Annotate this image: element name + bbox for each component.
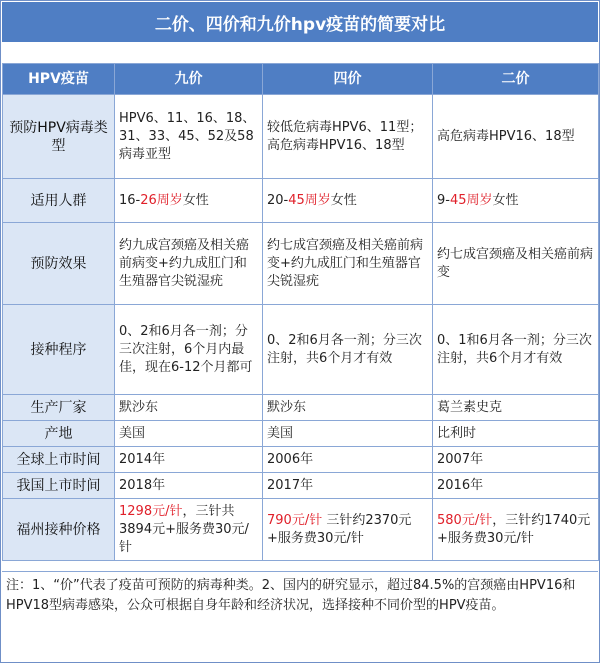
highlight-price: 1298元/针 <box>119 503 183 519</box>
header-cell-2valent: 二价 <box>433 64 599 95</box>
table-cell: 约七成宫颈癌及相关癌前病变+约九成肛门和生殖器官尖锐湿疣 <box>263 223 433 305</box>
highlight-price: 580元/针 <box>437 512 493 528</box>
page-title: 二价、四价和九价hpv疫苗的简要对比 <box>2 2 598 42</box>
header-cell-4valent: 四价 <box>263 64 433 95</box>
row-label: 生产厂家 <box>3 395 115 421</box>
table-cell: 2018年 <box>115 473 263 499</box>
table-row <box>3 421 599 447</box>
table-cell: 2007年 <box>433 447 599 473</box>
highlight-age: 26周岁 <box>140 192 183 208</box>
highlight-age: 45周岁 <box>449 192 493 208</box>
table-cell: 比利时 <box>433 421 599 447</box>
table-cell: 1298元/针，三针共3894元+服务费30元/针 <box>115 499 263 561</box>
table-cell: 20-45周岁女性 <box>263 179 433 223</box>
row-label: 福州接种价格 <box>3 499 115 561</box>
highlight-price: 790元/针 <box>267 512 323 528</box>
row-label: 预防效果 <box>3 223 115 305</box>
table-cell: 2016年 <box>433 473 599 499</box>
row-label: 适用人群 <box>3 179 115 223</box>
footnote: 注：1、“价”代表了疫苗可预防的病毒种类。2、国内的研究显示，超过84.5%的宫颈癌由HPV16和HPV18型病毒感染，公众可根据自身年龄和经济状况，选择接种不同价型的HPV疫苗。 <box>2 571 598 664</box>
table-cell: 0、2和6月各一剂；分三次注射，6个月内最佳，现在6-12个月都可 <box>115 305 263 395</box>
row-label: 全球上市时间 <box>3 447 115 473</box>
table-cell: 美国 <box>115 421 263 447</box>
table-cell: 高危病毒HPV16、18型 <box>433 95 599 179</box>
table-row <box>3 499 599 561</box>
table-cell: HPV6、11、16、18、31、33、45、52及58病毒亚型 <box>115 95 263 179</box>
row-label: 预防HPV病毒类型 <box>3 95 115 179</box>
table-cell: 2017年 <box>263 473 433 499</box>
table-cell: 2014年 <box>115 447 263 473</box>
row-label: 产地 <box>3 421 115 447</box>
table-cell: 790元/针 三针约2370元+服务费30元/针 <box>263 499 433 561</box>
table-cell: 较低危病毒HPV6、11型；高危病毒HPV16、18型 <box>263 95 433 179</box>
header-row <box>3 64 599 95</box>
highlight-age: 45周岁 <box>288 192 331 208</box>
table-row <box>3 179 599 223</box>
header-cell-9valent: 九价 <box>115 64 263 95</box>
table-cell: 默沙东 <box>115 395 263 421</box>
table-cell: 美国 <box>263 421 433 447</box>
table-cell: 默沙东 <box>263 395 433 421</box>
table-cell: 葛兰素史克 <box>433 395 599 421</box>
table-row <box>3 395 599 421</box>
title-spacer <box>2 42 598 63</box>
table-row <box>3 95 599 179</box>
table-cell: 16-26周岁女性 <box>115 179 263 223</box>
table-row <box>3 447 599 473</box>
table-cell: 9-45周岁女性 <box>433 179 599 223</box>
comparison-table <box>2 63 599 561</box>
table-cell: 580元/针，三针约1740元+服务费30元/针 <box>433 499 599 561</box>
row-label: 接种程序 <box>3 305 115 395</box>
header-cell-vaccine: HPV疫苗 <box>3 64 115 95</box>
table-cell: 约九成宫颈癌及相关癌前病变+约九成肛门和生殖器官尖锐湿疣 <box>115 223 263 305</box>
table-cell: 约七成宫颈癌及相关癌前病变 <box>433 223 599 305</box>
table-cell: 0、2和6月各一剂；分三次注射，共6个月才有效 <box>263 305 433 395</box>
table-cell: 0、1和6月各一剂；分三次注射，共6个月才有效 <box>433 305 599 395</box>
table-row <box>3 305 599 395</box>
table-row <box>3 473 599 499</box>
table-cell: 2006年 <box>263 447 433 473</box>
table-row <box>3 223 599 305</box>
row-label: 我国上市时间 <box>3 473 115 499</box>
